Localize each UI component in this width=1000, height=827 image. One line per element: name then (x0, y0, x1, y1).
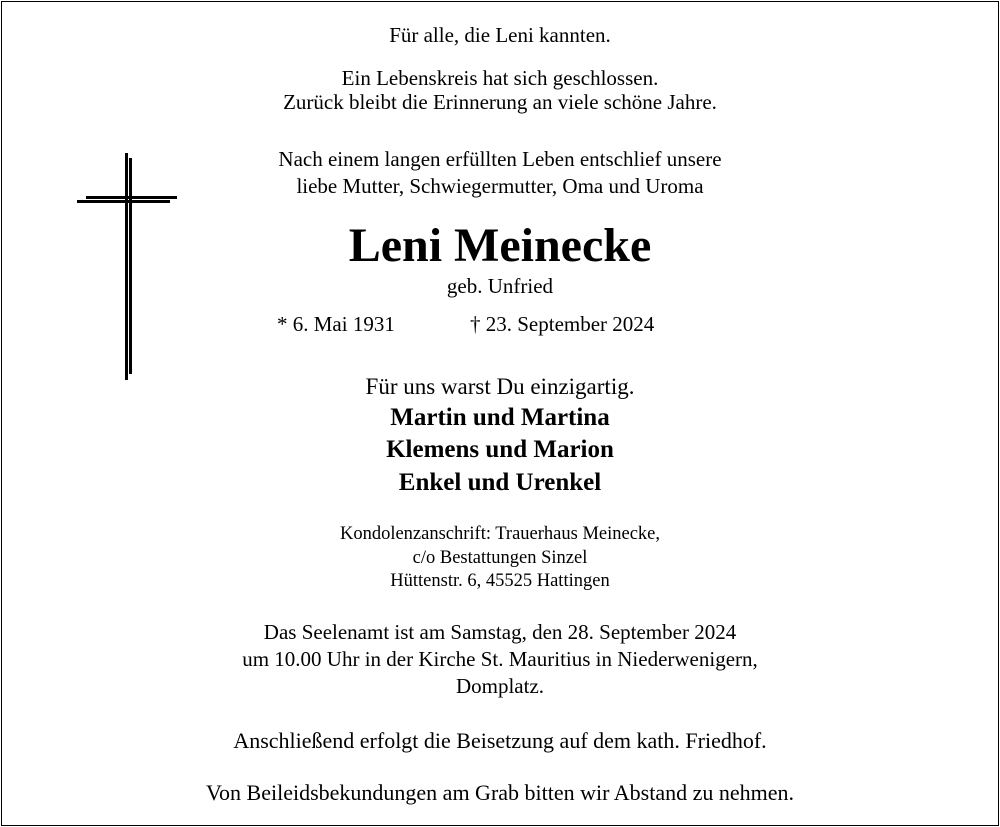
mourner-line: Klemens und Marion (386, 436, 614, 463)
tribute: Für uns warst Du einzigartig. (365, 374, 635, 399)
birth-date: * 6. Mai 1931 (277, 312, 395, 336)
condolence-line: Kondolenzanschrift: Trauerhaus Meinecke, (339, 524, 661, 544)
service-line: Das Seelenamt ist am Samstag, den 28. September 2024 (263, 620, 737, 644)
death-date: † 23. September 2024 (470, 312, 655, 336)
verse-line: Ein Lebenskreis hat sich geschlossen. (341, 66, 659, 90)
announcement-line: Nach einem langen erfüllten Leben entschlief unsere (278, 147, 722, 171)
intro-line: Für alle, die Leni kannten. (389, 23, 611, 47)
deceased-name: Leni Meinecke (348, 219, 652, 272)
announcement-line: liebe Mutter, Schwiegermutter, Oma und Uroma (296, 174, 704, 198)
birth-name: geb. Unfried (446, 274, 554, 298)
condolence-line: Hüttenstr. 6, 45525 Hattingen (390, 571, 610, 591)
request-line: Von Beileidsbekundungen am Grab bitten wir Abstand zu nehmen. (206, 780, 794, 805)
verse-line: Zurück bleibt die Erinnerung an viele schöne Jahre. (283, 90, 717, 114)
mourner-line: Enkel und Urenkel (398, 469, 602, 496)
service-line: um 10.00 Uhr in der Kirche St. Mauritius in Niederwenigern, (242, 647, 758, 671)
burial-line: Anschließend erfolgt die Beisetzung auf dem kath. Friedhof. (233, 728, 767, 753)
mourner-line: Martin und Martina (390, 404, 610, 431)
condolence-line: c/o Bestattungen Sinzel (412, 548, 588, 568)
service-line: Domplatz. (455, 674, 545, 698)
